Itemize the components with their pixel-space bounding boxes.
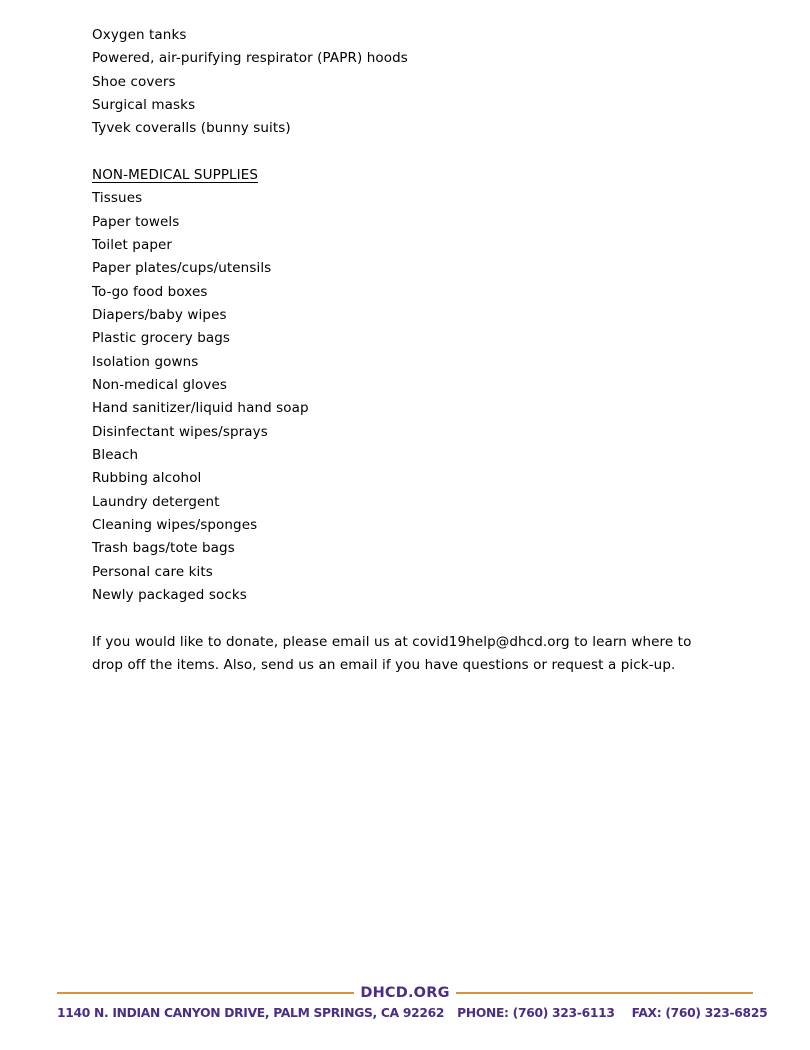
footer-fax: FAX: (760) 323-6825	[631, 1006, 768, 1020]
page-footer	[57, 985, 768, 1020]
list-item: Rubbing alcohol	[92, 470, 202, 487]
list-item: Powered, air-purifying respirator (PAPR) hoods	[92, 50, 408, 67]
list-item: Trash bags/tote bags	[92, 540, 235, 557]
non-medical-supplies-heading: NON-MEDICAL SUPPLIES	[92, 166, 259, 183]
footer-phone: PHONE: (760) 323-6113	[457, 1006, 615, 1020]
list-item: Diapers/baby wipes	[92, 306, 227, 323]
list-item: Paper plates/cups/utensils	[92, 260, 272, 277]
footer-address: 1140 N. INDIAN CANYON DRIVE, PALM SPRINGS, CA 92262	[57, 1006, 445, 1020]
footer-rule-right	[456, 992, 753, 994]
list-item: Surgical masks	[92, 96, 196, 113]
footer-site-row	[57, 985, 753, 1001]
list-item: Shoe covers	[92, 73, 176, 90]
list-item: Paper towels	[92, 213, 180, 230]
supplies-document-body	[92, 24, 732, 677]
donation-instructions	[92, 631, 726, 678]
list-item: Hand sanitizer/liquid hand soap	[92, 400, 309, 417]
list-item: Disinfectant wipes/sprays	[92, 423, 268, 440]
list-item: Plastic grocery bags	[92, 330, 231, 347]
list-item: Non-medical gloves	[92, 376, 228, 393]
list-item: Tyvek coveralls (bunny suits)	[92, 120, 291, 137]
footer-contact-line	[57, 1006, 768, 1020]
non-medical-supplies-list	[92, 187, 732, 607]
list-item: Laundry detergent	[92, 493, 220, 510]
list-item: Personal care kits	[92, 563, 213, 580]
medical-supplies-list	[92, 24, 732, 141]
list-item: Bleach	[92, 446, 139, 463]
list-item: Isolation gowns	[92, 353, 199, 370]
footer-rule-left	[57, 992, 354, 994]
list-item: Cleaning wipes/sponges	[92, 516, 258, 533]
footer-site-name: DHCD.ORG	[360, 985, 450, 1001]
donation-email: covid19help@dhcd.org	[412, 633, 570, 650]
list-item: Toilet paper	[92, 236, 173, 253]
list-item: Newly packaged socks	[92, 586, 247, 603]
list-item: To-go food boxes	[92, 283, 208, 300]
list-item: Tissues	[92, 190, 143, 207]
section-gap	[92, 141, 732, 164]
section-gap	[92, 607, 732, 630]
donation-instructions-text: to learn where to drop off the items. Also, send us an email if you have questions or request a pick-up.	[92, 633, 692, 673]
donation-instructions-text: If you would like to donate, please email us at	[92, 633, 413, 650]
list-item: Oxygen tanks	[92, 27, 187, 43]
